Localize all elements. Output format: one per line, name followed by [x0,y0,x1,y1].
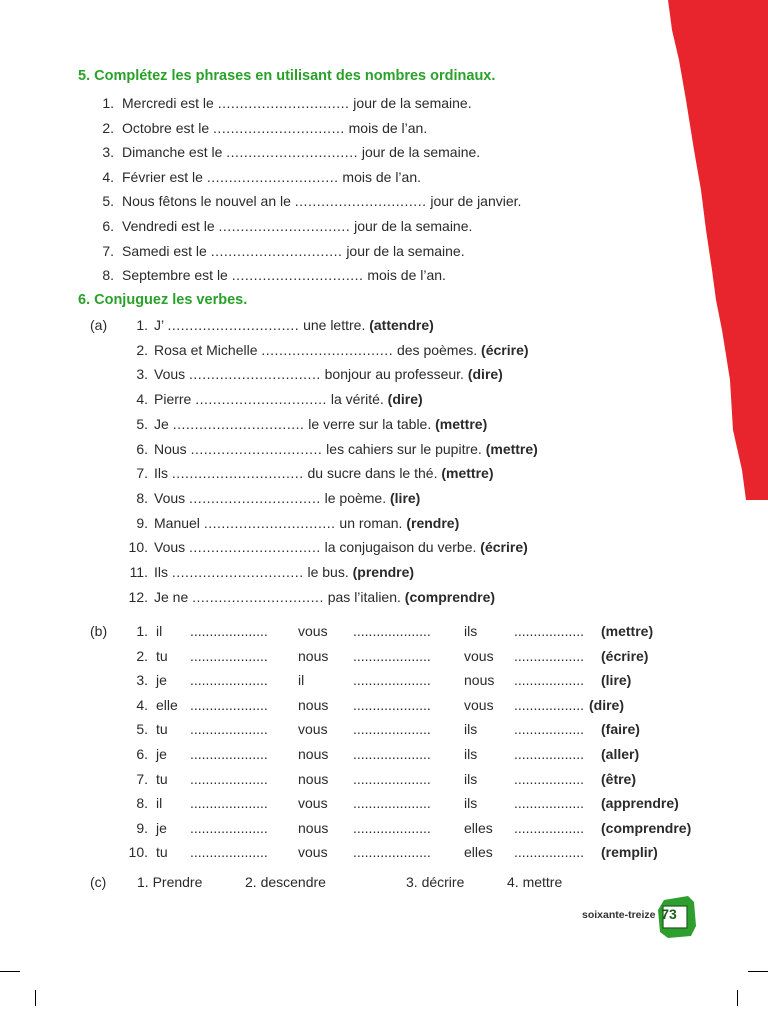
item-number: 3. [102,144,114,161]
sentence-end: mois de l’an. [348,119,428,136]
verb-hint: (dire) [387,391,423,408]
answer-blank: .................... [353,819,431,836]
sentence-start: Mercredi est le [122,95,214,111]
sentence-end: une lettre. [303,317,366,333]
answer-blank: .............................. [203,514,336,531]
answer-blank: .............................. [192,588,324,605]
item-number: 5. [136,415,148,432]
sentence-text [154,341,529,359]
sentence-text [122,168,421,186]
sentence-text [122,94,472,112]
answer-blank: .................... [190,844,268,861]
pronoun-2: vous [298,623,328,639]
answer-blank: .............................. [171,564,304,580]
answer-blank: .................... [353,696,431,713]
table-row [0,843,768,861]
sentence-text [154,588,495,606]
section-6-title: 6. Conjuguez les verbes. [78,292,248,308]
pronoun-2: il [298,672,305,689]
item-number: 4. [136,391,148,408]
sentence-end: jour de la semaine. [361,144,481,161]
answer-blank: .............................. [189,489,321,506]
verb-hint: (écrire) [480,539,528,556]
answer-blank: .................... [190,647,268,664]
answer-blank: .............................. [189,366,321,383]
answer-blank: .................... [353,795,431,812]
item-number: 2. [136,647,148,664]
answer-blank: .............................. [189,539,321,556]
sentence-text [154,514,459,532]
verb-hint: (remplir) [601,844,658,861]
item-number: 5. [136,721,148,738]
answer-blank: .................. [514,819,585,836]
item-number: 6. [102,218,114,234]
sentence-start: Pierre [154,391,192,408]
pronoun-3: ils [464,746,478,762]
sentence-start: Vous [154,366,186,383]
answer-blank: .................. [514,795,585,812]
answer-blank: .............................. [218,218,351,234]
answer-blank: .............................. [206,168,339,185]
verb-hint: (lire) [390,489,421,506]
table-row [0,622,768,640]
pronoun-2: nous [298,819,329,836]
sentence-text [154,464,493,482]
answer-blank: .................... [190,819,268,836]
answer-blank: .................... [353,647,431,664]
item-number: 2. [136,341,148,358]
sentence-start: Dimanche est le [122,144,223,161]
pronoun-2: vous [298,721,328,738]
item-number: 3. [136,672,148,689]
pronoun-1: tu [156,770,168,787]
sentence-end: le verre sur la table. [308,415,432,432]
verb-hint: (attendre) [369,317,434,333]
answer-blank: .................. [514,770,585,787]
item-number: 10. [128,539,148,556]
item-number: 5. [102,193,114,210]
sentence-end: jour de la semaine. [353,95,472,111]
sentence-start: Nous fêtons le nouvel an le [122,193,291,210]
item-number: 9. [136,514,148,531]
answer-blank: .............................. [294,193,427,210]
verb-hint: (rendre) [406,514,460,531]
sentence-text [154,440,538,458]
pronoun-3: vous [464,647,494,664]
sentence-end: du sucre dans le thé. [307,465,438,482]
sentence-end: la conjugaison du verbe. [324,539,477,556]
sentence-end: mois de l’an. [342,168,421,185]
item-number: 2. [102,119,114,136]
verb-hint: (mettre) [435,415,488,432]
answer-blank: .................... [190,795,268,812]
verb-hint: (comprendre) [601,819,692,836]
table-row [0,770,768,788]
sentence-start: J’ [154,317,164,333]
answer-blank: .................. [514,721,585,738]
pronoun-2: nous [298,746,329,762]
verb-hint: (dire) [589,696,624,713]
answer-blank: .................... [353,672,431,689]
table-row [0,720,768,738]
verb-hint: (écrire) [601,647,649,664]
answer-blank: .................... [353,844,431,861]
answer-blank: .................. [514,647,585,664]
sentence-start: Février est le [122,168,203,185]
answer-blank: .................... [190,770,268,787]
item-number: 12. [128,588,148,605]
answer-blank: .............................. [213,119,345,136]
sentence-text [122,143,480,161]
sentence-text [154,365,503,383]
pronoun-3: elles [464,819,493,836]
item-number: 10. [128,844,148,861]
pronoun-1: je [156,672,167,689]
item-number: 3. [136,366,148,383]
verb-hint: (être) [601,770,637,787]
sentence-text [122,119,427,137]
section-5-title: 5. Complétez les phrases en utilisant des nombres ordinaux. [78,68,496,84]
item-number: 6. [136,440,148,457]
item-number: 7. [102,242,114,259]
answer-blank: .............................. [195,391,327,408]
sentence-end: des poèmes. [396,341,478,358]
pronoun-1: tu [156,721,168,738]
answer-blank: .................... [190,746,268,762]
sentence-end: les cahiers sur le pupitre. [326,440,482,457]
sentence-text [154,316,434,334]
sentence-text [122,266,446,284]
answer-blank: .................... [353,746,431,762]
part-c-item: 3. décrire [406,874,465,890]
answer-blank: .................... [353,721,431,738]
answer-blank: .................... [190,623,268,639]
answer-blank: .............................. [190,440,323,457]
item-number: 4. [102,168,114,185]
table-row [0,696,768,714]
page-number: 73 [661,906,677,922]
part-c-item: 2. descendre [245,874,326,890]
verb-hint: (comprendre) [404,588,496,605]
answer-blank: .............................. [171,465,304,482]
verb-hint: (apprendre) [601,795,679,812]
answer-blank: .................... [353,770,431,787]
item-number: 4. [136,696,148,713]
answer-blank: .............................. [167,317,300,333]
pronoun-3: elles [464,844,493,861]
pronoun-2: vous [298,795,328,812]
sentence-end: jour de la semaine. [346,242,465,259]
pronoun-1: tu [156,647,168,664]
item-number: 9. [136,819,148,836]
table-row [0,745,768,763]
item-number: 1. [136,623,148,639]
table-row [0,647,768,665]
sentence-text [154,390,423,408]
sentence-end: bonjour au professeur. [324,366,464,383]
part-c-label: (c) [90,874,107,890]
answer-blank: .............................. [226,144,358,161]
verb-hint: (dire) [467,366,503,383]
table-row [0,819,768,837]
sentence-end: pas l’italien. [327,588,401,605]
pronoun-3: ils [464,721,478,738]
sentence-end: un roman. [339,514,403,531]
item-number: 8. [136,795,148,812]
table-row [0,671,768,689]
sentence-text [154,489,420,507]
answer-blank: .............................. [172,415,305,432]
item-number: 7. [136,770,148,787]
verb-hint: (mettre) [485,440,538,457]
sentence-text [154,415,487,433]
answer-blank: .................. [514,623,585,639]
answer-blank: .............................. [217,95,350,111]
item-number: 11. [129,564,148,580]
sentence-start: Octobre est le [122,119,210,136]
answer-blank: .................. [514,746,585,762]
page-word: soixante-treize [582,909,656,921]
answer-blank: .............................. [231,267,364,284]
sentence-start: Vous [154,489,186,506]
sentence-start: Manuel [154,514,200,531]
sentence-end: jour de janvier. [430,193,522,210]
pronoun-1: il [156,623,163,639]
pronoun-3: ils [464,795,478,812]
sentence-start: Samedi est le [122,242,207,259]
sentence-start: Rosa et Michelle [154,341,258,358]
pronoun-1: il [156,795,163,812]
sentence-start: Vous [154,539,186,556]
answer-blank: .................... [190,672,268,689]
verb-hint: (faire) [601,721,640,738]
pronoun-1: je [156,819,167,836]
pronoun-2: vous [298,844,328,861]
pronoun-3: vous [464,696,494,713]
verb-hint: (prendre) [352,564,415,580]
answer-blank: .................. [514,696,585,713]
sentence-start: Septembre est le [122,267,228,284]
sentence-end: le bus. [307,564,349,580]
sentence-end: le poème. [324,489,387,506]
pronoun-3: ils [464,770,478,787]
pronoun-2: nous [298,647,329,664]
answer-blank: .................... [190,721,268,738]
pronoun-1: je [156,746,167,762]
sentence-text [122,192,521,210]
verb-hint: (mettre) [441,465,494,482]
item-number: 8. [136,489,148,506]
item-number: 7. [136,465,148,482]
answer-blank: .............................. [210,242,343,259]
sentence-start: Je [154,415,169,432]
pronoun-3: nous [464,672,495,689]
part-c-item: 4. mettre [507,874,563,890]
sentence-start: Ils [154,465,168,482]
item-number: 8. [102,267,114,284]
sentence-text [122,242,465,260]
sentence-text [154,538,528,556]
table-row [0,794,768,812]
answer-blank: .................... [190,696,268,713]
sentence-text [154,563,414,581]
sentence-start: Vendredi est le [122,218,215,234]
pronoun-2: nous [298,770,329,787]
verb-hint: (écrire) [481,341,529,358]
part-c-item: 1. Prendre [137,874,203,890]
sentence-start: Nous [154,440,187,457]
answer-blank: .................. [514,844,585,861]
sentence-text [122,217,472,235]
sentence-end: mois de l’an. [367,267,446,284]
part-a-label: (a) [90,317,108,333]
item-number: 6. [136,746,148,762]
verb-hint: (aller) [601,746,640,762]
answer-blank: .............................. [261,341,394,358]
verb-hint: (mettre) [601,623,654,639]
part-b-label: (b) [90,623,108,639]
sentence-end: jour de la semaine. [354,218,473,234]
sentence-end: la vérité. [330,391,384,408]
answer-blank: .................... [353,623,431,639]
sentence-start: Je ne [154,588,189,605]
verb-hint: (lire) [601,672,632,689]
item-number: 1. [136,317,148,333]
pronoun-1: elle [156,696,178,713]
pronoun-1: tu [156,844,168,861]
sentence-start: Ils [154,564,168,580]
answer-blank: .................. [514,672,585,689]
item-number: 1. [102,95,114,111]
pronoun-3: ils [464,623,478,639]
pronoun-2: nous [298,696,329,713]
